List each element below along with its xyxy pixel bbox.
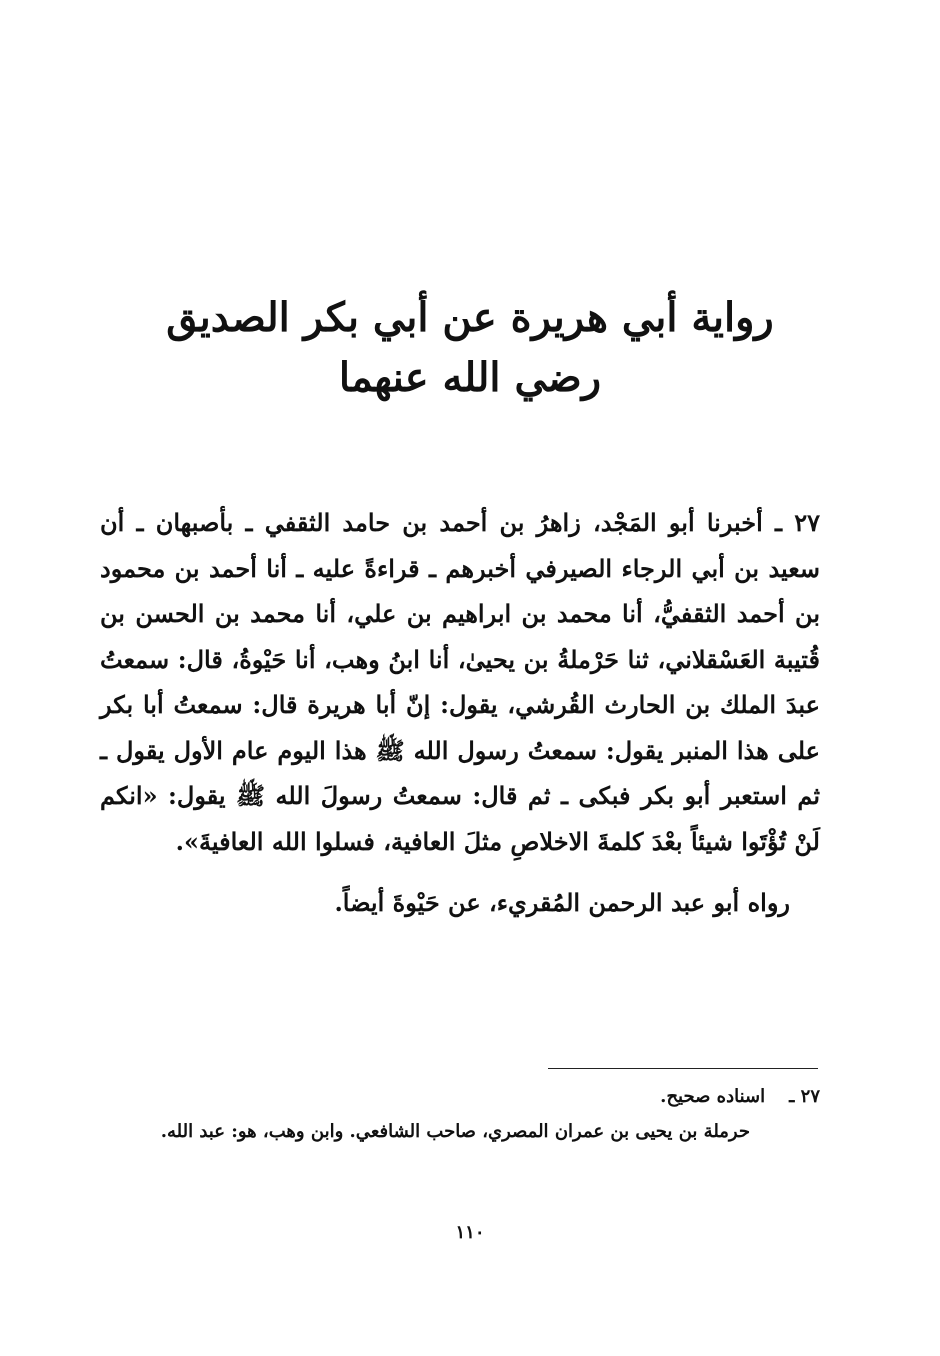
chapter-title-line-2: رضي الله عنهما — [338, 354, 602, 401]
footnote-number: ٢٧ ـ — [789, 1086, 820, 1107]
footnote-note: حرملة بن يحيى بن عمران المصري، صاحب الشافعي. وابن وهب، هو: عبد الله. — [160, 1121, 750, 1142]
footnote-divider — [548, 1068, 818, 1069]
page-number: ١١٠ — [455, 1222, 485, 1243]
hadith-text: ٢٧ ـ أخبرنا أبو المَجْد، زاهرُ بن أحمد بن حامد الثقفي ـ بأصبهان ـ أن سعيد بن أبي الرجاء الصيرفي أخبرهم ـ قراءةً عليه ـ أنا أحمد بن محمود بن أحمد الثقفيُّ، أنا محمد بن ابراهيم بن علي، أنا محمد بن الحسن بن قُتيبة العَسْقلاني، ثنا حَرْملةُ بن يحيىٰ، أنا ابنُ وهب، أنا حَيْوةُ، قال: سمعتُ عبدَ الملك بن الحارث القُرشي، يقول: إنّ أبا هريرة قال: سمعتُ أبا بكر على هذا المنبر يقول: سمعتُ رسول الله ﷺ هذا اليوم عام الأول يقول ـ ثم استعبر أبو بكر فبكى ـ ثم قال: سمعتُ رسولَ الله ﷺ يقول: «انكم لَنْ تُؤْتَوا شيئاً بعْدَ كلمةَ الاخلاصِ مثلَ العافية، فسلوا الله العافيةَ». — [100, 508, 820, 856]
chapter-title-line-1: رواية أبي هريرة عن أبي بكر الصديق — [166, 294, 774, 341]
hadith-narration: رواه أبو عبد الرحمن المُقريء، عن حَيْوةَ أيضاً. — [334, 888, 790, 917]
footnote-heading — [100, 1082, 820, 1112]
footnote-grading: اسناده صحيح. — [660, 1086, 766, 1107]
chapter-title — [120, 288, 820, 408]
hadith-body — [100, 500, 820, 926]
footnotes — [100, 1082, 820, 1148]
